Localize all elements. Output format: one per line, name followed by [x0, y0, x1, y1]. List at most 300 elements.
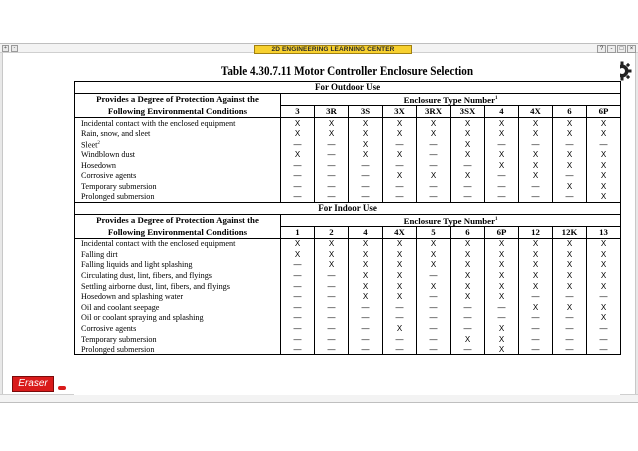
table-row: [75, 149, 621, 160]
protection-cell: X: [519, 171, 553, 182]
enclosure-type-outdoor-5: 3SX: [451, 106, 485, 118]
protection-cell: —: [417, 302, 451, 313]
protection-cell: X: [383, 323, 417, 334]
table-row: [75, 302, 621, 313]
table-row: [75, 323, 621, 334]
table-row: [75, 192, 621, 203]
protection-cell: —: [315, 160, 349, 171]
protection-cell: X: [383, 281, 417, 292]
indoor-enclosure-type-header: [281, 214, 621, 226]
protection-cell: X: [553, 160, 587, 171]
condition-label: [75, 270, 281, 281]
window-title: 2D ENGINEERING LEARNING CENTER: [254, 45, 412, 54]
protection-cell: X: [519, 118, 553, 129]
protection-cell: —: [417, 323, 451, 334]
enclosure-type-outdoor-6: 4: [485, 106, 519, 118]
condition-text: Corrosive agents: [81, 171, 137, 181]
protection-cell: X: [587, 313, 621, 324]
protection-cell: X: [587, 128, 621, 139]
table-row: [75, 128, 621, 139]
protection-cell: X: [417, 171, 451, 182]
protection-cell: X: [315, 128, 349, 139]
protection-cell: —: [553, 334, 587, 345]
protection-cell: X: [451, 139, 485, 150]
protection-cell: —: [519, 192, 553, 203]
protection-cell: —: [485, 171, 519, 182]
condition-text: Oil and coolant seepage: [81, 302, 160, 312]
protection-cell: —: [519, 181, 553, 192]
protection-cell: —: [519, 334, 553, 345]
protection-cell: —: [349, 181, 383, 192]
condition-label: [75, 334, 281, 345]
protection-cell: X: [587, 118, 621, 129]
protection-cell: —: [519, 313, 553, 324]
protection-cell: X: [315, 238, 349, 249]
protection-cell: X: [485, 270, 519, 281]
protection-cell: X: [383, 118, 417, 129]
protection-cell: X: [553, 118, 587, 129]
protection-cell: X: [587, 171, 621, 182]
eraser-button[interactable]: Eraser: [12, 376, 54, 392]
protection-cell: —: [281, 291, 315, 302]
protection-cell: —: [315, 181, 349, 192]
protection-cell: X: [485, 344, 519, 355]
protection-cell: X: [383, 249, 417, 260]
help-button[interactable]: ?: [597, 45, 606, 53]
protection-cell: X: [315, 118, 349, 129]
protection-cell: X: [485, 260, 519, 271]
protection-cell: —: [315, 281, 349, 292]
protection-cell: —: [315, 192, 349, 203]
protection-cell: X: [451, 270, 485, 281]
protection-cell: X: [451, 281, 485, 292]
protection-cell: —: [315, 270, 349, 281]
outdoor-section-header: [75, 82, 621, 94]
protection-cell: X: [281, 238, 315, 249]
protection-cell: X: [519, 160, 553, 171]
protection-cell: —: [281, 270, 315, 281]
protection-cell: X: [281, 249, 315, 260]
table-title: Table 4.30.7.11 Motor Controller Enclosure Selection: [220, 63, 474, 78]
protection-cell: X: [315, 249, 349, 260]
protection-cell: —: [451, 323, 485, 334]
protection-cell: X: [451, 171, 485, 182]
protection-cell: X: [587, 302, 621, 313]
window-bottom-bar: [0, 394, 638, 403]
protection-cell: —: [383, 192, 417, 203]
protection-cell: X: [587, 249, 621, 260]
enclosure-type-outdoor-7: 4X: [519, 106, 553, 118]
protection-cell: X: [281, 118, 315, 129]
protection-cell: X: [485, 249, 519, 260]
protection-cell: X: [383, 171, 417, 182]
protection-cell: —: [519, 139, 553, 150]
protection-cell: —: [485, 302, 519, 313]
condition-label: [75, 128, 281, 139]
protection-cell: X: [587, 270, 621, 281]
protection-cell: X: [485, 334, 519, 345]
condition-text: Hosedown and splashing water: [81, 292, 184, 302]
protection-cell: X: [383, 270, 417, 281]
condition-label: [75, 302, 281, 313]
condition-text: Settling airborne dust, lint, fibers, and flyings: [81, 281, 230, 291]
protection-cell: X: [553, 260, 587, 271]
protection-cell: —: [587, 323, 621, 334]
protection-cell: X: [315, 260, 349, 271]
condition-text: Temporary submersion: [81, 182, 157, 191]
protection-cell: X: [451, 291, 485, 302]
protection-cell: —: [553, 171, 587, 182]
protection-cell: —: [315, 302, 349, 313]
table-row: [75, 281, 621, 292]
protection-cell: —: [417, 334, 451, 345]
protection-cell: X: [519, 149, 553, 160]
protection-cell: X: [383, 260, 417, 271]
protection-cell: —: [383, 181, 417, 192]
table-row: [75, 181, 621, 192]
protection-cell: X: [383, 238, 417, 249]
protection-cell: —: [383, 313, 417, 324]
condition-text: Windblown dust: [81, 150, 136, 160]
protection-cell: —: [281, 313, 315, 324]
enclosure-selection-table: [74, 81, 621, 355]
indoor-footnote-marker: 1: [495, 216, 498, 222]
condition-label: [75, 238, 281, 249]
protection-cell: —: [485, 139, 519, 150]
protection-cell: X: [485, 160, 519, 171]
protection-cell: —: [349, 302, 383, 313]
protection-cell: —: [281, 160, 315, 171]
protection-cell: —: [383, 302, 417, 313]
enclosure-type-outdoor-3: 3X: [383, 106, 417, 118]
protection-cell: X: [587, 181, 621, 192]
protection-cell: —: [383, 344, 417, 355]
enclosure-type-indoor-5: 6: [451, 226, 485, 238]
protection-cell: X: [519, 249, 553, 260]
protection-cell: —: [519, 344, 553, 355]
protection-cell: X: [553, 149, 587, 160]
condition-label: [75, 313, 281, 324]
protection-cell: —: [281, 181, 315, 192]
protection-cell: X: [519, 281, 553, 292]
protection-cell: —: [587, 344, 621, 355]
table-row: [75, 313, 621, 324]
protection-cell: X: [349, 149, 383, 160]
enclosure-type-indoor-9: 13: [587, 226, 621, 238]
protection-cell: —: [485, 192, 519, 203]
condition-footnote: 2: [97, 140, 100, 146]
condition-text: Oil or coolant spraying and splashing: [81, 313, 204, 323]
protection-cell: X: [417, 128, 451, 139]
protection-cell: —: [553, 192, 587, 203]
protection-cell: X: [349, 118, 383, 129]
condition-label: [75, 181, 281, 192]
protection-cell: X: [553, 181, 587, 192]
condition-label: [75, 160, 281, 171]
protection-cell: X: [485, 238, 519, 249]
protection-cell: X: [519, 302, 553, 313]
protection-cell: —: [315, 139, 349, 150]
outdoor-protection-header-line2: Following Environmental Conditions: [75, 106, 281, 118]
condition-label: [75, 171, 281, 182]
protection-cell: X: [349, 281, 383, 292]
protection-cell: —: [485, 313, 519, 324]
protection-cell: —: [315, 313, 349, 324]
condition-label: [75, 281, 281, 292]
condition-text: Rain, snow, and sleet: [81, 128, 151, 138]
protection-cell: X: [417, 118, 451, 129]
close-button[interactable]: ×: [627, 45, 636, 53]
condition-label: [75, 118, 281, 129]
protection-cell: X: [587, 281, 621, 292]
protection-cell: X: [349, 238, 383, 249]
condition-label: [75, 149, 281, 160]
condition-text: Incidental contact with the enclosed equipment: [81, 239, 236, 249]
protection-cell: X: [349, 270, 383, 281]
condition-text: Prolonged submersion: [81, 344, 155, 354]
protection-cell: —: [417, 181, 451, 192]
table-row: [75, 139, 621, 150]
protection-cell: X: [451, 260, 485, 271]
protection-cell: X: [587, 160, 621, 171]
table-row: [75, 344, 621, 355]
protection-cell: X: [451, 128, 485, 139]
condition-label: [75, 260, 281, 271]
indoor-section-label: For Indoor Use: [75, 202, 621, 214]
minimize-button[interactable]: -: [607, 45, 616, 53]
outdoor-header-row: [75, 94, 621, 106]
protection-cell: X: [587, 238, 621, 249]
enclosure-type-indoor-2: 4: [349, 226, 383, 238]
protection-cell: —: [553, 323, 587, 334]
protection-cell: X: [519, 270, 553, 281]
document-page: [74, 57, 620, 395]
condition-label: [75, 344, 281, 355]
protection-cell: X: [451, 118, 485, 129]
protection-cell: —: [281, 260, 315, 271]
protection-cell: —: [349, 344, 383, 355]
table-row: [75, 270, 621, 281]
protection-cell: —: [451, 192, 485, 203]
protection-cell: X: [485, 291, 519, 302]
outdoor-enclosure-type-label: Enclosure Type Number: [403, 94, 495, 105]
table-row: [75, 118, 621, 129]
protection-cell: —: [349, 171, 383, 182]
condition-text: Falling dirt: [81, 249, 118, 259]
condition-text: Hosedown: [81, 160, 117, 170]
protection-cell: —: [587, 291, 621, 302]
protection-cell: —: [417, 192, 451, 203]
protection-cell: —: [417, 313, 451, 324]
protection-cell: —: [315, 334, 349, 345]
protection-cell: X: [349, 291, 383, 302]
left-frame-edge: [0, 53, 3, 398]
protection-cell: X: [485, 149, 519, 160]
condition-text: Circulating dust, lint, fibers, and flyings: [81, 270, 212, 280]
protection-cell: X: [417, 249, 451, 260]
outdoor-section-label: For Outdoor Use: [75, 82, 621, 94]
enclosure-type-outdoor-1: 3R: [315, 106, 349, 118]
protection-cell: X: [417, 260, 451, 271]
protection-cell: X: [485, 281, 519, 292]
protection-cell: —: [281, 139, 315, 150]
protection-cell: —: [451, 181, 485, 192]
enclosure-type-indoor-8: 12K: [553, 226, 587, 238]
protection-cell: X: [451, 149, 485, 160]
protection-cell: —: [519, 291, 553, 302]
protection-cell: X: [451, 334, 485, 345]
condition-text: Prolonged submersion: [81, 192, 155, 202]
protection-cell: X: [349, 139, 383, 150]
condition-label: [75, 291, 281, 302]
protection-cell: X: [281, 149, 315, 160]
protection-cell: —: [383, 160, 417, 171]
protection-cell: —: [281, 323, 315, 334]
enclosure-type-outdoor-0: 3: [281, 106, 315, 118]
protection-cell: —: [417, 291, 451, 302]
protection-cell: X: [553, 270, 587, 281]
table-body: [75, 82, 621, 355]
protection-cell: —: [315, 149, 349, 160]
protection-cell: —: [349, 313, 383, 324]
table-row: [75, 260, 621, 271]
protection-cell: —: [451, 344, 485, 355]
protection-cell: —: [315, 291, 349, 302]
protection-cell: —: [383, 139, 417, 150]
protection-cell: —: [417, 270, 451, 281]
protection-cell: X: [485, 128, 519, 139]
condition-label: [75, 249, 281, 260]
window-controls: [597, 45, 636, 53]
protection-cell: X: [383, 149, 417, 160]
protection-cell: —: [451, 160, 485, 171]
outdoor-footnote-marker: 1: [495, 96, 498, 102]
condition-label: [75, 192, 281, 203]
protection-cell: X: [281, 128, 315, 139]
enclosure-type-outdoor-8: 6: [553, 106, 587, 118]
left-minus-button[interactable]: -: [11, 45, 18, 52]
protection-cell: —: [451, 313, 485, 324]
protection-cell: —: [553, 313, 587, 324]
protection-cell: X: [587, 192, 621, 203]
protection-cell: X: [553, 128, 587, 139]
protection-cell: —: [587, 139, 621, 150]
indoor-enclosure-type-label: Enclosure Type Number: [403, 215, 495, 226]
condition-text: Temporary submersion: [81, 334, 157, 344]
condition-label: [75, 139, 281, 150]
protection-cell: X: [485, 118, 519, 129]
protection-cell: —: [349, 334, 383, 345]
protection-cell: X: [553, 302, 587, 313]
protection-cell: X: [383, 291, 417, 302]
enclosure-type-indoor-3: 4X: [383, 226, 417, 238]
outdoor-type-row: [75, 106, 621, 118]
enclosure-type-indoor-4: 5: [417, 226, 451, 238]
table-row: [75, 334, 621, 345]
table-row: [75, 171, 621, 182]
protection-cell: —: [553, 291, 587, 302]
window-title-bar: [0, 43, 638, 53]
protection-cell: —: [281, 302, 315, 313]
protection-cell: X: [553, 281, 587, 292]
protection-cell: —: [417, 149, 451, 160]
protection-cell: X: [417, 281, 451, 292]
indoor-type-row: [75, 226, 621, 238]
protection-cell: —: [281, 281, 315, 292]
condition-text: Corrosive agents: [81, 323, 137, 333]
maximize-button[interactable]: □: [617, 45, 626, 53]
protection-cell: —: [587, 334, 621, 345]
protection-cell: —: [553, 344, 587, 355]
indoor-protection-header-line1: Provides a Degree of Protection Against the: [75, 214, 281, 226]
protection-cell: X: [553, 249, 587, 260]
enclosure-type-indoor-6: 6P: [485, 226, 519, 238]
protection-cell: X: [451, 238, 485, 249]
left-plus-button[interactable]: +: [2, 45, 9, 52]
protection-cell: X: [519, 238, 553, 249]
eraser-handle[interactable]: [58, 386, 66, 390]
protection-cell: —: [315, 171, 349, 182]
protection-cell: —: [281, 192, 315, 203]
protection-cell: X: [553, 238, 587, 249]
enclosure-type-outdoor-4: 3RX: [417, 106, 451, 118]
protection-cell: X: [587, 260, 621, 271]
protection-cell: —: [553, 139, 587, 150]
protection-cell: X: [519, 260, 553, 271]
table-row: [75, 160, 621, 171]
protection-cell: —: [417, 344, 451, 355]
indoor-section-header: [75, 202, 621, 214]
protection-cell: X: [587, 149, 621, 160]
protection-cell: —: [417, 160, 451, 171]
indoor-header-row: [75, 214, 621, 226]
enclosure-type-outdoor-9: 6P: [587, 106, 621, 118]
enclosure-type-outdoor-2: 3S: [349, 106, 383, 118]
protection-cell: —: [315, 323, 349, 334]
protection-cell: X: [383, 128, 417, 139]
protection-cell: X: [349, 128, 383, 139]
table-row: [75, 291, 621, 302]
protection-cell: —: [417, 139, 451, 150]
protection-cell: —: [349, 323, 383, 334]
condition-text: Sleet: [81, 140, 98, 150]
enclosure-type-indoor-7: 12: [519, 226, 553, 238]
table-row: [75, 249, 621, 260]
protection-cell: —: [281, 344, 315, 355]
enclosure-type-indoor-1: 2: [315, 226, 349, 238]
protection-cell: —: [281, 334, 315, 345]
protection-cell: X: [349, 260, 383, 271]
condition-text: Falling liquids and light splashing: [81, 260, 193, 270]
protection-cell: X: [349, 249, 383, 260]
protection-cell: —: [349, 160, 383, 171]
protection-cell: X: [485, 323, 519, 334]
protection-cell: X: [417, 238, 451, 249]
protection-cell: —: [281, 171, 315, 182]
protection-cell: —: [349, 192, 383, 203]
table-row: [75, 238, 621, 249]
outdoor-enclosure-type-header: [281, 94, 621, 106]
enclosure-type-indoor-0: 1: [281, 226, 315, 238]
protection-cell: X: [519, 128, 553, 139]
protection-cell: —: [383, 334, 417, 345]
protection-cell: —: [315, 344, 349, 355]
protection-cell: —: [485, 181, 519, 192]
indoor-protection-header-line2: Following Environmental Conditions: [75, 226, 281, 238]
condition-label: [75, 323, 281, 334]
protection-cell: —: [451, 302, 485, 313]
protection-cell: X: [451, 249, 485, 260]
